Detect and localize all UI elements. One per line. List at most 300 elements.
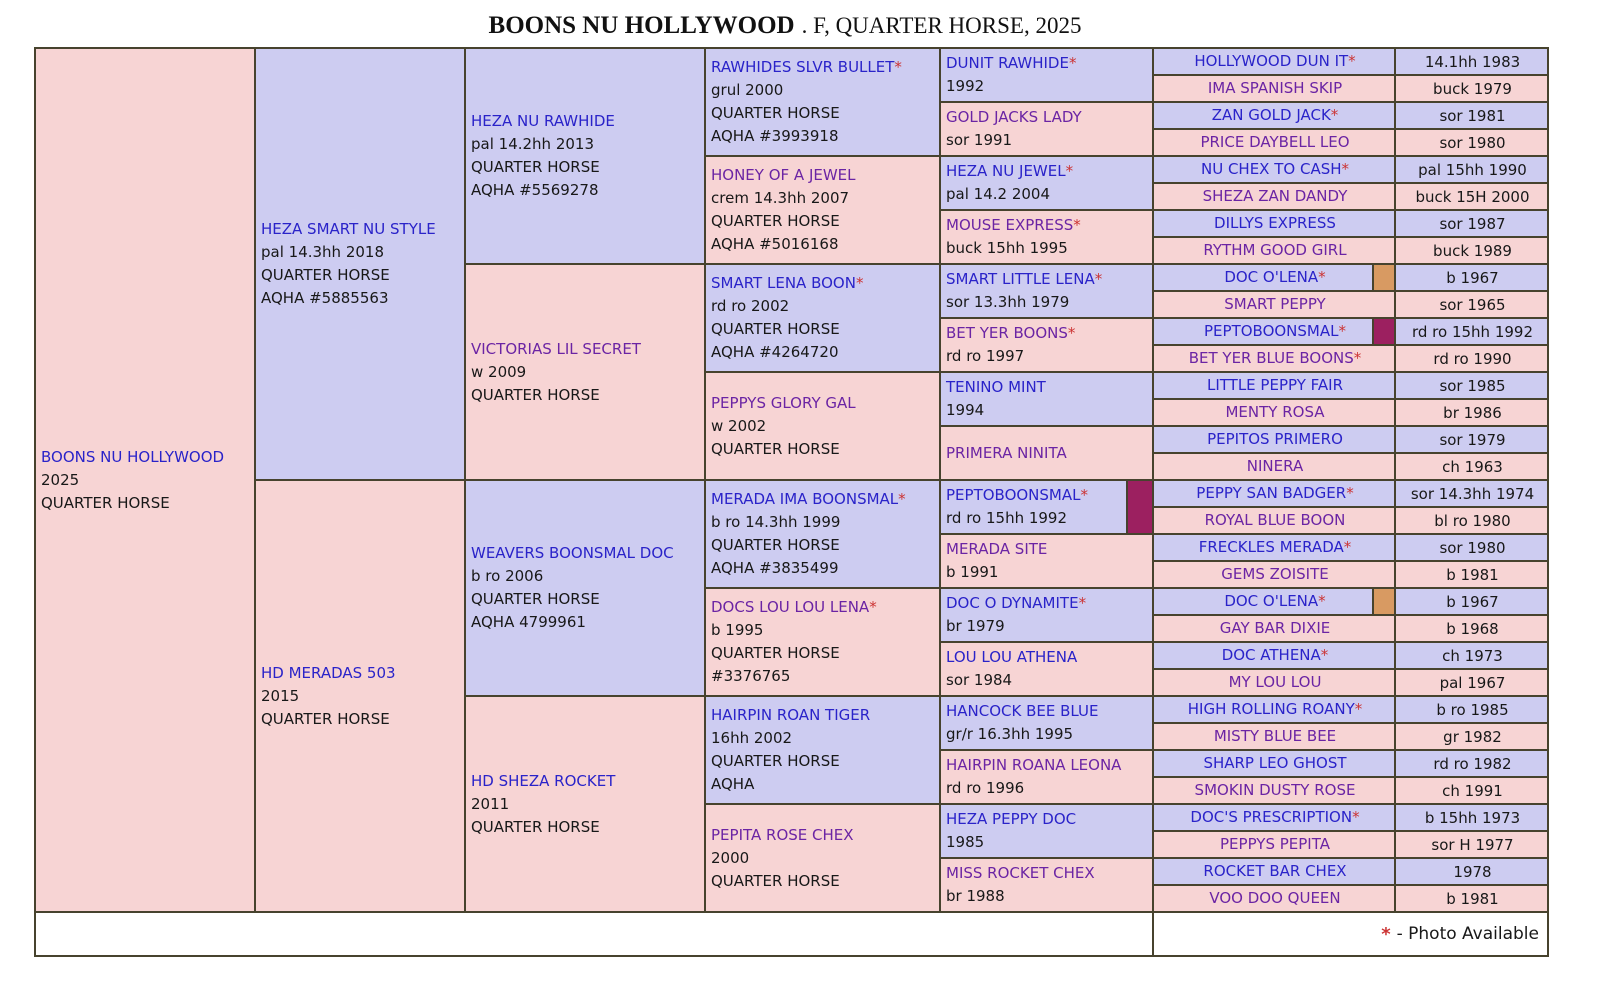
pedigree-cell-gen4-2 <box>705 156 940 264</box>
horse-link[interactable]: SHEZA ZAN DANDY <box>1202 187 1348 205</box>
pedigree-cell-gen5-10 <box>940 534 1153 588</box>
pedigree-cell-gen6-12-detail: rd ro 1990 <box>1395 345 1548 372</box>
horse-link[interactable]: HOLLYWOOD DUN IT <box>1194 52 1349 70</box>
horse-link[interactable]: LITTLE PEPPY FAIR <box>1206 376 1344 394</box>
horse-name-line <box>946 484 1149 507</box>
horse-name-line <box>946 214 1149 237</box>
pedigree-cell-gen6-4-name <box>1153 129 1395 156</box>
pedigree-cell-gen6-28-detail: ch 1991 <box>1395 777 1548 804</box>
pedigree-cell-gen6-21-name <box>1153 588 1395 615</box>
photo-available-asterisk: * <box>1354 700 1363 718</box>
horse-name-line <box>41 446 251 469</box>
horse-info-line: rd ro 15hh 1992 <box>946 509 1068 527</box>
pedigree-cell-gen6-14-detail: br 1986 <box>1395 399 1548 426</box>
pedigree-cell-gen4-4 <box>705 372 940 480</box>
pedigree-cell-gen4-3 <box>705 264 940 372</box>
horse-link[interactable]: HD SHEZA ROCKET <box>471 771 616 790</box>
horse-link[interactable]: MY LOU LOU <box>1228 673 1322 691</box>
horse-name-line <box>1188 698 1362 721</box>
pedigree-cell-gen6-2-detail: buck 1979 <box>1395 75 1548 102</box>
pedigree-cell-gen6-25-detail: b ro 1985 <box>1395 696 1548 723</box>
pedigree-cell-gen6-23-name <box>1153 642 1395 669</box>
horse-info-line: br 1988 <box>946 887 1005 905</box>
pedigree-cell-gen6-30-detail: sor H 1977 <box>1395 831 1548 858</box>
pedigree-cell-gen4-8 <box>705 804 940 912</box>
pedigree-cell-gen5-9 <box>940 480 1153 534</box>
horse-link[interactable]: FRECKLES MERADA <box>1198 538 1344 556</box>
horse-name-line <box>1203 239 1346 262</box>
horse-photo-thumbnail[interactable] <box>1126 481 1152 533</box>
horse-link[interactable]: RAWHIDES SLVR BULLET <box>711 58 895 76</box>
horse-link[interactable]: HAIRPIN ROANA LEONA <box>946 756 1122 774</box>
horse-name-line <box>1203 860 1346 883</box>
horse-link[interactable]: MISTY BLUE BEE <box>1213 727 1337 745</box>
horse-name-line <box>1225 401 1324 424</box>
horse-name-line <box>946 106 1149 129</box>
horse-name-line <box>471 338 701 361</box>
horse-name-line <box>261 662 461 685</box>
pedigree-cell-gen6-24-name <box>1153 669 1395 696</box>
photo-available-asterisk: * <box>1318 268 1326 286</box>
horse-info-line: QUARTER HORSE <box>471 385 600 404</box>
pedigree-cell-gen6-30-name <box>1153 831 1395 858</box>
horse-link[interactable]: ZAN GOLD JACK <box>1211 106 1331 124</box>
horse-name-line <box>471 542 701 565</box>
horse-name-line <box>946 442 1149 465</box>
horse-name-line <box>1195 779 1356 802</box>
horse-info-line: AQHA #4264720 <box>711 343 839 361</box>
horse-name-line <box>946 700 1149 723</box>
horse-name-line <box>1222 644 1329 667</box>
pedigree-cell-gen3-3 <box>465 480 705 696</box>
pedigree-cell-gen6-32-name <box>1153 885 1395 912</box>
horse-photo-thumbnail[interactable] <box>1372 589 1394 614</box>
horse-name-line <box>1224 266 1325 289</box>
horse-info-line: pal 14.2hh 2013 <box>471 135 595 153</box>
pedigree-cell-gen6-28-name <box>1153 777 1395 804</box>
horse-title-name: BOONS NU HOLLYWOOD <box>488 12 795 39</box>
photo-available-legend <box>1153 912 1548 956</box>
horse-info-line: 2000 <box>711 848 750 867</box>
horse-link[interactable]: DILLYS EXPRESS <box>1214 214 1336 232</box>
horse-name-line <box>711 56 936 79</box>
horse-name-line <box>1220 617 1331 640</box>
horse-info-line: QUARTER HORSE <box>471 590 600 608</box>
horse-name-line <box>711 596 936 619</box>
horse-info-line: b ro 2006 <box>471 567 544 585</box>
photo-available-text: - Photo Available <box>1396 924 1539 944</box>
photo-available-asterisk: * <box>1341 160 1349 178</box>
horse-info-line: #3376765 <box>711 667 791 685</box>
horse-name-line <box>1194 50 1355 73</box>
page-title <box>0 12 1570 40</box>
horse-link[interactable]: SMOKIN DUSTY ROSE <box>1194 781 1356 799</box>
horse-title-suffix: . F, QUARTER HORSE, 2025 <box>801 13 1082 38</box>
horse-info-line: QUARTER HORSE <box>711 644 840 662</box>
horse-info-line: QUARTER HORSE <box>711 871 840 890</box>
horse-info-line: 2025 <box>41 470 80 489</box>
horse-link[interactable]: PEPITA ROSE CHEX <box>711 825 854 844</box>
pedigree-table <box>34 47 1549 957</box>
horse-name-line <box>1205 509 1346 532</box>
horse-info-line: AQHA 4799961 <box>471 613 586 631</box>
pedigree-cell-gen6-26-name <box>1153 723 1395 750</box>
pedigree-cell-gen6-12-name <box>1153 345 1395 372</box>
horse-photo-thumbnail[interactable] <box>1372 265 1394 290</box>
horse-link[interactable]: MERADA IMA BOONSMAL <box>711 490 899 508</box>
horse-info-line: 16hh 2002 <box>711 729 793 747</box>
horse-link[interactable]: HEZA PEPPY DOC <box>946 810 1077 828</box>
horse-link[interactable]: ROCKET BAR CHEX <box>1203 862 1347 880</box>
pedigree-cell-gen5-2 <box>940 102 1153 156</box>
horse-info-line: QUARTER HORSE <box>711 439 840 458</box>
horse-name-line <box>946 592 1149 615</box>
horse-link[interactable]: HEZA NU RAWHIDE <box>471 112 615 130</box>
pedigree-cell-gen6-18-name <box>1153 507 1395 534</box>
pedigree-cell-gen6-21-detail: b 1967 <box>1395 588 1548 615</box>
pedigree-cell-gen6-11-name <box>1153 318 1395 345</box>
pedigree-cell-gen6-13-detail: sor 1985 <box>1395 372 1548 399</box>
horse-link[interactable]: NU CHEX TO CASH <box>1200 160 1342 178</box>
horse-name-line <box>711 272 936 295</box>
horse-name-line <box>1209 887 1340 910</box>
pedigree-cell-gen6-13-name <box>1153 372 1395 399</box>
horse-link[interactable]: MENTY ROSA <box>1225 403 1325 421</box>
horse-link[interactable]: HONEY OF A JEWEL <box>711 166 856 184</box>
horse-link[interactable]: PEPPYS PEPITA <box>1220 835 1330 853</box>
horse-info-line: AQHA #5016168 <box>711 235 839 253</box>
pedigree-cell-gen5-13 <box>940 696 1153 750</box>
horse-info-line: rd ro 2002 <box>711 297 790 315</box>
horse-name-line <box>1201 158 1349 181</box>
horse-link[interactable]: RYTHM GOOD GIRL <box>1203 241 1347 259</box>
horse-info-line: b 1995 <box>711 621 764 639</box>
horse-link[interactable]: SHARP LEO GHOST <box>1203 754 1347 772</box>
horse-info-line: crem 14.3hh 2007 <box>711 189 850 207</box>
horse-info-line: QUARTER HORSE <box>261 709 390 728</box>
horse-name-line <box>1207 428 1343 451</box>
horse-link[interactable]: BET YER BOONS <box>946 324 1068 342</box>
horse-photo-thumbnail[interactable] <box>1372 319 1394 344</box>
horse-info-line: rd ro 1997 <box>946 347 1025 365</box>
pedigree-cell-gen6-9-name <box>1153 264 1395 291</box>
pedigree-cell-gen6-20-detail: b 1981 <box>1395 561 1548 588</box>
pedigree-cell-gen6-7-detail: sor 1987 <box>1395 210 1548 237</box>
horse-name-line <box>1247 455 1303 478</box>
horse-link[interactable]: PEPPYS GLORY GAL <box>711 393 856 412</box>
photo-available-asterisk: * <box>898 490 906 508</box>
horse-link[interactable]: HEZA NU JEWEL <box>946 162 1066 180</box>
horse-link[interactable]: TENINO MINT <box>946 378 1046 396</box>
horse-link[interactable]: DUNIT RAWHIDE <box>946 54 1069 72</box>
pedigree-cell-gen6-15-name <box>1153 426 1395 453</box>
horse-info-line: QUARTER HORSE <box>711 212 840 230</box>
horse-link[interactable]: PEPTOBOONSMAL <box>1204 322 1339 340</box>
pedigree-cell-gen6-29-name <box>1153 804 1395 831</box>
horse-name-line <box>946 646 1149 669</box>
horse-name-line <box>711 164 936 187</box>
horse-link[interactable]: SMART LENA BOON <box>711 274 856 292</box>
pedigree-cell-gen4-5 <box>705 480 940 588</box>
pedigree-cell-gen6-6-name <box>1153 183 1395 210</box>
photo-available-asterisk: * <box>1343 538 1352 556</box>
pedigree-cell-gen6-6-detail: buck 15H 2000 <box>1395 183 1548 210</box>
photo-available-asterisk: * <box>1346 484 1354 502</box>
pedigree-cell-gen6-32-detail: b 1981 <box>1395 885 1548 912</box>
pedigree-cell-gen6-27-name <box>1153 750 1395 777</box>
pedigree-cell-gen5-14 <box>940 750 1153 804</box>
photo-available-asterisk: * <box>1320 646 1329 664</box>
pedigree-cell-gen5-1 <box>940 48 1153 102</box>
horse-link[interactable]: DOC O'LENA <box>1224 592 1319 610</box>
horse-name-line <box>1203 752 1346 775</box>
horse-info-line: QUARTER HORSE <box>711 536 840 554</box>
horse-info-line: sor 1991 <box>946 131 1013 149</box>
horse-name-line <box>1229 671 1322 694</box>
pedigree-cell-gen6-8-detail: buck 1989 <box>1395 237 1548 264</box>
horse-name-line <box>946 754 1149 777</box>
pedigree-cell-gen4-1 <box>705 48 940 156</box>
photo-available-asterisk: * <box>1318 592 1326 610</box>
pedigree-cell-gen6-8-name <box>1153 237 1395 264</box>
horse-info-line: QUARTER HORSE <box>471 817 600 836</box>
horse-link[interactable]: HAIRPIN ROAN TIGER <box>711 706 871 724</box>
pedigree-cell-gen6-9-detail: b 1967 <box>1395 264 1548 291</box>
pedigree-cell-gen6-18-detail: bl ro 1980 <box>1395 507 1548 534</box>
horse-name-line <box>1212 104 1339 127</box>
pedigree-cell-gen6-20-name <box>1153 561 1395 588</box>
pedigree-cell-gen6-31-name <box>1153 858 1395 885</box>
horse-info-line: grul 2000 <box>711 81 784 99</box>
horse-info-line: QUARTER HORSE <box>711 104 840 122</box>
photo-available-asterisk: * <box>1073 216 1081 234</box>
horse-name-line <box>946 52 1149 75</box>
horse-name-line <box>946 376 1149 399</box>
pedigree-cell-gen5-6 <box>940 318 1153 372</box>
horse-link[interactable]: PEPPY SAN BADGER <box>1196 484 1347 502</box>
horse-info-line: sor 1984 <box>946 671 1013 689</box>
pedigree-cell-gen5-11 <box>940 588 1153 642</box>
pedigree-cell-gen6-1-name <box>1153 48 1395 75</box>
pedigree-cell-gen6-5-detail: pal 15hh 1990 <box>1395 156 1548 183</box>
horse-info-line: pal 14.3hh 2018 <box>261 243 385 261</box>
pedigree-cell-gen6-2-name <box>1153 75 1395 102</box>
pedigree-cell-gen5-15 <box>940 804 1153 858</box>
horse-link[interactable]: MOUSE EXPRESS <box>946 216 1074 234</box>
pedigree-cell-gen1-1 <box>35 48 255 912</box>
horse-name-line <box>1199 536 1352 559</box>
photo-available-asterisk: * <box>1353 349 1362 367</box>
pedigree-cell-gen6-16-detail: ch 1963 <box>1395 453 1548 480</box>
horse-info-line: gr/r 16.3hh 1995 <box>946 725 1074 743</box>
pedigree-cell-gen6-22-detail: b 1968 <box>1395 615 1548 642</box>
horse-name-line <box>711 488 936 511</box>
pedigree-cell-gen4-7 <box>705 696 940 804</box>
photo-available-asterisk: * <box>855 274 864 292</box>
pedigree-cell-gen5-12 <box>940 642 1153 696</box>
horse-info-line: w 2009 <box>471 362 527 381</box>
horse-name-line <box>1214 725 1336 748</box>
horse-info-line: 1985 <box>946 833 985 851</box>
pedigree-cell-gen6-16-name <box>1153 453 1395 480</box>
photo-available-asterisk: * <box>894 58 902 76</box>
photo-available-asterisk: * <box>1094 270 1103 288</box>
pedigree-cell-gen6-29-detail: b 15hh 1973 <box>1395 804 1548 831</box>
horse-link[interactable]: WEAVERS BOONSMAL DOC <box>471 544 674 562</box>
horse-link[interactable]: SMART LITTLE LENA <box>946 270 1095 288</box>
pedigree-cell-gen2-1 <box>255 48 465 480</box>
horse-info-line: AQHA #5885563 <box>261 289 389 307</box>
pedigree-cell-gen6-3-detail: sor 1981 <box>1395 102 1548 129</box>
pedigree-cell-gen3-4 <box>465 696 705 912</box>
pedigree-cell-gen6-17-name <box>1153 480 1395 507</box>
horse-link[interactable]: MERADA SITE <box>946 540 1048 558</box>
horse-link[interactable]: DOC'S PRESCRIPTION <box>1190 808 1353 826</box>
pedigree-cell-gen6-1-detail: 14.1hh 1983 <box>1395 48 1548 75</box>
horse-link[interactable]: VICTORIAS LIL SECRET <box>471 339 641 358</box>
horse-name-line <box>1200 131 1349 154</box>
pedigree-cell-gen6-3-name <box>1153 102 1395 129</box>
horse-info-line: 2011 <box>471 794 510 813</box>
horse-name-line <box>1221 563 1328 586</box>
pedigree-cell-gen6-31-detail: 1978 <box>1395 858 1548 885</box>
horse-link[interactable]: PEPITOS PRIMERO <box>1207 430 1343 448</box>
pedigree-cell-gen6-10-detail: sor 1965 <box>1395 291 1548 318</box>
horse-name-line <box>946 268 1149 291</box>
horse-info-line: buck 15hh 1995 <box>946 239 1068 257</box>
pedigree-cell-gen4-6 <box>705 588 940 696</box>
horse-name-line <box>711 824 936 847</box>
pedigree-cell-gen6-14-name <box>1153 399 1395 426</box>
pedigree-cell-gen6-4-detail: sor 1980 <box>1395 129 1548 156</box>
horse-link[interactable]: HEZA SMART NU STYLE <box>261 220 436 238</box>
pedigree-cell-gen6-7-name <box>1153 210 1395 237</box>
horse-link[interactable]: GAY BAR DIXIE <box>1219 619 1331 637</box>
photo-available-asterisk: * <box>1078 594 1087 612</box>
horse-link[interactable]: HIGH ROLLING ROANY <box>1187 700 1355 718</box>
photo-available-asterisk: * <box>1338 322 1346 340</box>
horse-info-line: sor 13.3hh 1979 <box>946 293 1070 311</box>
pedigree-cell-gen6-19-name <box>1153 534 1395 561</box>
horse-info-line: w 2002 <box>711 416 767 435</box>
pedigree-cell-gen6-25-name <box>1153 696 1395 723</box>
horse-link[interactable]: ROYAL BLUE BOON <box>1204 511 1346 529</box>
pedigree-cell-gen5-7 <box>940 372 1153 426</box>
photo-available-asterisk: * <box>869 598 877 616</box>
horse-info-line: rd ro 1996 <box>946 779 1025 797</box>
horse-link[interactable]: PRIMERA NINITA <box>946 443 1067 462</box>
pedigree-cell-gen6-27-detail: rd ro 1982 <box>1395 750 1548 777</box>
horse-name-line <box>711 392 936 415</box>
horse-name-line <box>1224 590 1325 613</box>
footer-empty-cell <box>35 912 1153 956</box>
pedigree-cell-gen6-23-detail: ch 1973 <box>1395 642 1548 669</box>
horse-info-line: AQHA #3835499 <box>711 559 839 577</box>
horse-link[interactable]: IMA SPANISH SKIP <box>1207 79 1343 97</box>
photo-available-asterisk: * <box>1068 54 1077 72</box>
horse-name-line <box>261 218 461 241</box>
horse-link[interactable]: VOO DOO QUEEN <box>1209 889 1341 907</box>
pedigree-cell-gen6-24-detail: pal 1967 <box>1395 669 1548 696</box>
horse-link[interactable]: LOU LOU ATHENA <box>946 648 1078 666</box>
pedigree-cell-gen2-2 <box>255 480 465 912</box>
horse-link[interactable]: DOCS LOU LOU LENA <box>711 598 870 616</box>
horse-link[interactable]: HANCOCK BEE BLUE <box>946 702 1099 720</box>
horse-name-line <box>1204 320 1346 343</box>
horse-info-line: QUARTER HORSE <box>711 320 840 338</box>
horse-name-line <box>1220 833 1330 856</box>
horse-name-line <box>1196 482 1353 505</box>
horse-info-line: 1994 <box>946 401 985 419</box>
horse-name-line <box>946 538 1149 561</box>
horse-link[interactable]: BOONS NU HOLLYWOOD <box>41 447 225 466</box>
pedigree-cell-gen6-11-detail: rd ro 15hh 1992 <box>1395 318 1548 345</box>
horse-name-line <box>1224 293 1325 316</box>
horse-name-line <box>946 808 1149 831</box>
horse-info-line: QUARTER HORSE <box>471 158 600 176</box>
photo-available-asterisk: * <box>1067 324 1076 342</box>
horse-info-line: 2015 <box>261 686 300 705</box>
horse-link[interactable]: GEMS ZOISITE <box>1221 565 1329 583</box>
pedigree-cell-gen6-17-detail: sor 14.3hh 1974 <box>1395 480 1548 507</box>
horse-link[interactable]: SMART PEPPY <box>1224 295 1326 313</box>
pedigree-cell-gen6-15-detail: sor 1979 <box>1395 426 1548 453</box>
pedigree-cell-gen5-3 <box>940 156 1153 210</box>
photo-available-asterisk: * <box>1080 486 1088 504</box>
horse-name-line <box>1189 347 1362 370</box>
horse-name-line <box>1190 806 1359 829</box>
horse-link[interactable]: BET YER BLUE BOONS <box>1188 349 1354 367</box>
horse-link[interactable]: MISS ROCKET CHEX <box>946 864 1095 882</box>
horse-info-line: b 1991 <box>946 563 999 581</box>
pedigree-cell-gen6-5-name <box>1153 156 1395 183</box>
horse-info-line: pal 14.2 2004 <box>946 185 1050 203</box>
horse-name-line <box>946 862 1149 885</box>
horse-link[interactable]: GOLD JACKS LADY <box>946 108 1082 126</box>
horse-info-line: QUARTER HORSE <box>711 752 840 770</box>
horse-info-line: 1992 <box>946 77 985 95</box>
horse-name-line <box>711 704 936 727</box>
pedigree-cell-gen5-16 <box>940 858 1153 912</box>
horse-name-line <box>1208 77 1342 100</box>
pedigree-cell-gen3-2 <box>465 264 705 480</box>
horse-name-line <box>471 770 701 793</box>
horse-link[interactable]: DOC O'LENA <box>1224 268 1319 286</box>
horse-link[interactable]: NINERA <box>1246 457 1304 475</box>
horse-link[interactable]: DOC O DYNAMITE <box>946 594 1079 612</box>
horse-info-line: br 1979 <box>946 617 1005 635</box>
horse-link[interactable]: PRICE DAYBELL LEO <box>1200 133 1350 151</box>
pedigree-cell-gen6-22-name <box>1153 615 1395 642</box>
pedigree-cell-gen6-26-detail: gr 1982 <box>1395 723 1548 750</box>
horse-link[interactable]: PEPTOBOONSMAL <box>946 486 1081 504</box>
horse-info-line: AQHA #3993918 <box>711 127 839 145</box>
horse-name-line <box>1203 185 1348 208</box>
photo-available-asterisk: * <box>1330 106 1339 124</box>
horse-name-line <box>946 160 1149 183</box>
pedigree-cell-gen5-5 <box>940 264 1153 318</box>
pedigree-cell-gen5-8 <box>940 426 1153 480</box>
horse-info-line: QUARTER HORSE <box>261 266 390 284</box>
horse-info-line: AQHA #5569278 <box>471 181 599 199</box>
pedigree-cell-gen6-19-detail: sor 1980 <box>1395 534 1548 561</box>
horse-link[interactable]: HD MERADAS 503 <box>261 663 396 682</box>
horse-link[interactable]: DOC ATHENA <box>1221 646 1321 664</box>
pedigree-cell-gen6-10-name <box>1153 291 1395 318</box>
pedigree-cell-gen3-1 <box>465 48 705 264</box>
photo-available-asterisk: * <box>1065 162 1074 180</box>
photo-available-asterisk: * <box>1348 52 1356 70</box>
